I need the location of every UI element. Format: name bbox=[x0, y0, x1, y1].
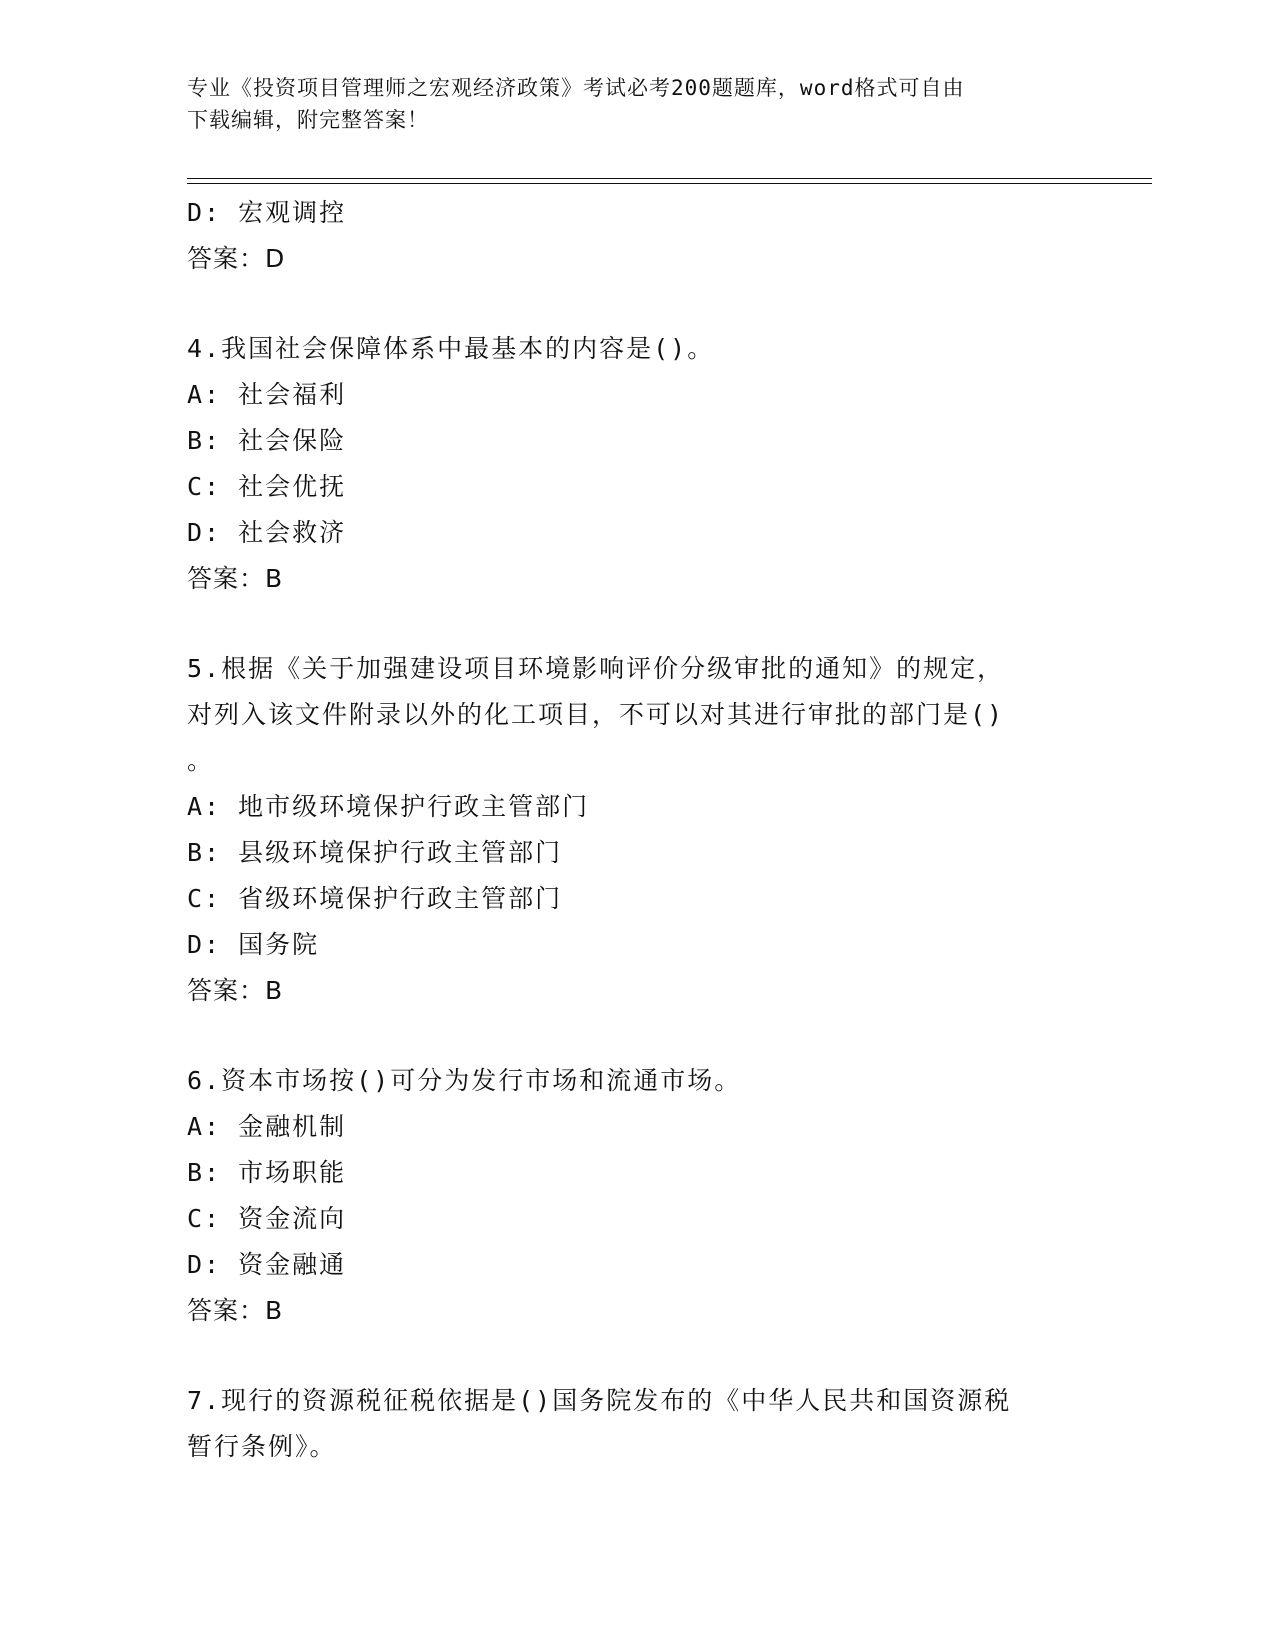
spacer bbox=[187, 1014, 1087, 1058]
option-d: D: 宏观调控 bbox=[187, 198, 347, 227]
option-d: D: 社会救济 bbox=[187, 518, 347, 547]
option-a: A: 社会福利 bbox=[187, 380, 347, 409]
question-list bbox=[187, 190, 1087, 1470]
document-header bbox=[187, 72, 1087, 136]
answer: 答案：D bbox=[187, 244, 286, 273]
question-stem-line-1: 5.根据《关于加强建设项目环境影响评价分级审批的通知》的规定， bbox=[187, 654, 1005, 683]
spacer bbox=[187, 282, 1087, 326]
answer: 答案：B bbox=[187, 1296, 284, 1325]
option-c: C: 资金流向 bbox=[187, 1204, 347, 1233]
question-stem-line-3: 。 bbox=[187, 746, 215, 775]
question-stem: 4.我国社会保障体系中最基本的内容是()。 bbox=[187, 334, 715, 363]
option-c: C: 社会优抚 bbox=[187, 472, 347, 501]
question-4 bbox=[187, 326, 1087, 602]
spacer bbox=[187, 602, 1087, 646]
question-stem-line-1: 7.现行的资源税征税依据是()国务院发布的《中华人民共和国资源税 bbox=[187, 1386, 1012, 1415]
header-divider-top bbox=[187, 178, 1152, 179]
question-stem: 6.资本市场按()可分为发行市场和流通市场。 bbox=[187, 1066, 742, 1095]
header-line-1: 专业《投资项目管理师之宏观经济政策》考试必考200题题库，word格式可自由 bbox=[187, 76, 965, 100]
question-6 bbox=[187, 1058, 1087, 1334]
answer: 答案：B bbox=[187, 564, 284, 593]
header-divider-bottom bbox=[187, 183, 1152, 184]
question-3 bbox=[187, 190, 1087, 282]
question-5 bbox=[187, 646, 1087, 1014]
spacer bbox=[187, 1334, 1087, 1378]
option-b: B: 县级环境保护行政主管部门 bbox=[187, 838, 563, 867]
answer: 答案：B bbox=[187, 976, 284, 1005]
option-b: B: 社会保险 bbox=[187, 426, 347, 455]
question-stem-line-2: 对列入该文件附录以外的化工项目，不可以对其进行审批的部门是() bbox=[187, 700, 1005, 729]
option-a: A: 地市级环境保护行政主管部门 bbox=[187, 792, 590, 821]
option-c: C: 省级环境保护行政主管部门 bbox=[187, 884, 563, 913]
option-a: A: 金融机制 bbox=[187, 1112, 347, 1141]
option-b: B: 市场职能 bbox=[187, 1158, 347, 1187]
option-d: D: 国务院 bbox=[187, 930, 320, 959]
question-stem-line-2: 暂行条例》。 bbox=[187, 1432, 337, 1461]
question-7 bbox=[187, 1378, 1087, 1470]
header-line-2: 下载编辑，附完整答案！ bbox=[187, 108, 429, 132]
option-d: D: 资金融通 bbox=[187, 1250, 347, 1279]
